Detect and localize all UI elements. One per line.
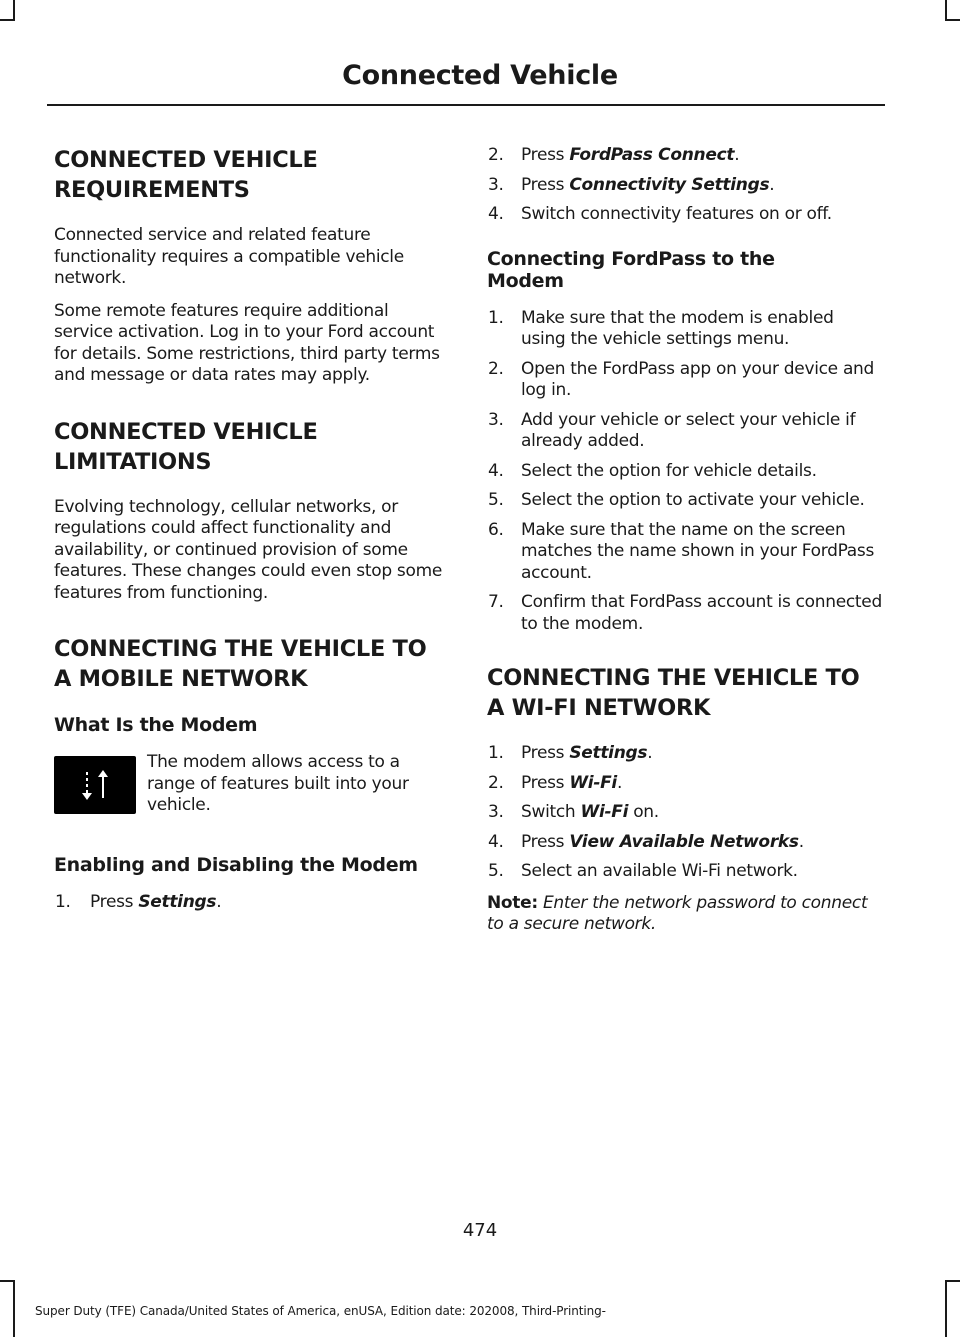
modem-text: The modem allows access to a range of features built into your vehicle. xyxy=(147,752,409,815)
step-text: . xyxy=(647,743,653,763)
step-text: Press xyxy=(521,831,570,852)
crop-mark xyxy=(945,1280,947,1337)
step-text: Press xyxy=(521,743,570,763)
subheading-enable-disable-modem: Enabling and Disabling the Modem xyxy=(54,854,418,876)
list-item xyxy=(487,832,882,854)
note xyxy=(487,893,882,936)
step-text: Make sure that the name on the screen matches the name shown in your FordPass account. xyxy=(521,519,875,583)
step-number: 4. xyxy=(488,204,504,224)
step-emphasis: Wi-Fi xyxy=(580,802,629,822)
crop-mark xyxy=(0,1280,15,1282)
step-text: Press xyxy=(521,145,570,165)
heading-line: CONNECTED VEHICLE xyxy=(54,147,318,173)
step-text: Switch connectivity features on or off. xyxy=(521,204,832,224)
step-text: on. xyxy=(628,802,659,822)
heading-line: REQUIREMENTS xyxy=(54,177,250,203)
step-number: 1. xyxy=(55,892,71,912)
step-text: Open the FordPass app on your device and log in. xyxy=(521,358,875,400)
step-number: 5. xyxy=(488,490,504,510)
section-heading-requirements xyxy=(54,145,449,205)
step-number: 5. xyxy=(488,861,504,881)
modem-signal-icon xyxy=(54,756,136,814)
step-text: . xyxy=(769,174,775,195)
step-text: . xyxy=(216,892,222,912)
list-item xyxy=(487,308,882,351)
list-item xyxy=(487,175,882,197)
paragraph: Connected service and related feature functionality requires a compatible vehicle network. xyxy=(54,225,404,288)
right-column xyxy=(487,145,882,936)
modem-description xyxy=(54,752,449,832)
page-title: Connected Vehicle xyxy=(342,60,618,91)
steps-list-enable-cont xyxy=(487,145,882,226)
step-number: 3. xyxy=(488,409,504,430)
steps-list-wifi xyxy=(487,743,882,883)
heading-line: CONNECTING THE VEHICLE TO xyxy=(54,636,427,662)
list-item xyxy=(487,802,882,824)
step-emphasis: FordPass Connect xyxy=(569,145,735,165)
step-number: 7. xyxy=(488,592,504,612)
header-divider xyxy=(47,104,885,106)
step-text: Switch xyxy=(521,802,581,822)
list-item xyxy=(487,359,882,402)
step-number: 2. xyxy=(488,145,504,165)
paragraph: Some remote features require additional service activation. Log in to your Ford account for details. Some restrictions, third party terms and message or data rates may apply. xyxy=(54,300,440,385)
steps-list-fordpass xyxy=(487,308,882,636)
crop-mark xyxy=(13,0,15,20)
step-text: Select an available Wi-Fi network. xyxy=(521,861,798,881)
heading-line: A MOBILE NETWORK xyxy=(54,666,308,692)
crop-mark xyxy=(13,1280,15,1337)
step-text: Select the option for vehicle details. xyxy=(521,460,817,481)
list-item xyxy=(487,490,882,512)
section-heading-wifi-network xyxy=(487,663,882,723)
page-number: 474 xyxy=(462,1220,498,1241)
list-item xyxy=(487,145,882,167)
section-heading-limitations xyxy=(54,417,449,477)
step-text: . xyxy=(616,772,623,793)
step-number: 6. xyxy=(488,519,504,540)
crop-mark xyxy=(945,1280,960,1282)
heading-line: A WI-FI NETWORK xyxy=(487,695,711,721)
step-number: 4. xyxy=(488,460,504,481)
step-emphasis: Connectivity Settings xyxy=(569,174,770,195)
heading-line: CONNECTING THE VEHICLE TO xyxy=(487,665,860,691)
step-number: 3. xyxy=(488,174,504,195)
footer-edition: Super Duty (TFE) Canada/United States of America, enUSA, Edition date: 202008, Third-Printing- xyxy=(35,1304,606,1318)
crop-mark xyxy=(945,0,947,20)
list-item xyxy=(54,892,449,914)
step-text: Press xyxy=(521,174,570,195)
list-item xyxy=(487,520,882,585)
list-item xyxy=(487,861,882,883)
subheading-what-is-modem: What Is the Modem xyxy=(54,714,258,736)
step-emphasis: Settings xyxy=(138,892,217,912)
step-number: 1. xyxy=(488,307,504,328)
list-item xyxy=(487,592,882,635)
list-item xyxy=(487,410,882,453)
step-text: Select the option to activate your vehicle. xyxy=(521,490,865,510)
section-heading-mobile-network xyxy=(54,634,449,694)
heading-line: CONNECTED VEHICLE xyxy=(54,418,318,445)
crop-mark xyxy=(0,19,15,21)
step-text: Press xyxy=(521,772,570,793)
note-text: Enter the network password to connect to a secure network. xyxy=(487,892,868,934)
subheading-connecting-fordpass: Connecting FordPass to the Modem xyxy=(487,247,775,292)
step-text: . xyxy=(798,831,804,852)
step-emphasis: Wi-Fi xyxy=(569,772,617,793)
step-number: 2. xyxy=(488,358,504,379)
list-item xyxy=(487,461,882,483)
step-text: Confirm that FordPass account is connected to the modem. xyxy=(521,592,882,634)
list-item xyxy=(487,204,882,226)
step-emphasis: View Available Networks xyxy=(569,831,799,852)
list-item xyxy=(487,743,882,765)
step-emphasis: Settings xyxy=(569,743,648,763)
left-column xyxy=(54,145,449,922)
step-number: 1. xyxy=(488,743,504,763)
step-text: . xyxy=(734,145,740,165)
crop-mark xyxy=(945,19,960,21)
step-text: Add your vehicle or select your vehicle if already added. xyxy=(521,409,856,451)
step-text: Press xyxy=(90,892,139,912)
paragraph: Evolving technology, cellular networks, or regulations could affect functionality and availability, or continued provision of some features. These changes could even stop some features from functioning. xyxy=(54,496,442,603)
steps-list-enable xyxy=(54,892,449,914)
step-number: 2. xyxy=(488,772,504,793)
heading-line: LIMITATIONS xyxy=(54,448,212,475)
step-text: Make sure that the modem is enabled using the vehicle settings menu. xyxy=(521,307,834,349)
list-item xyxy=(487,773,882,795)
note-label: Note: xyxy=(487,892,538,913)
step-number: 3. xyxy=(488,802,504,822)
step-number: 4. xyxy=(488,831,504,852)
